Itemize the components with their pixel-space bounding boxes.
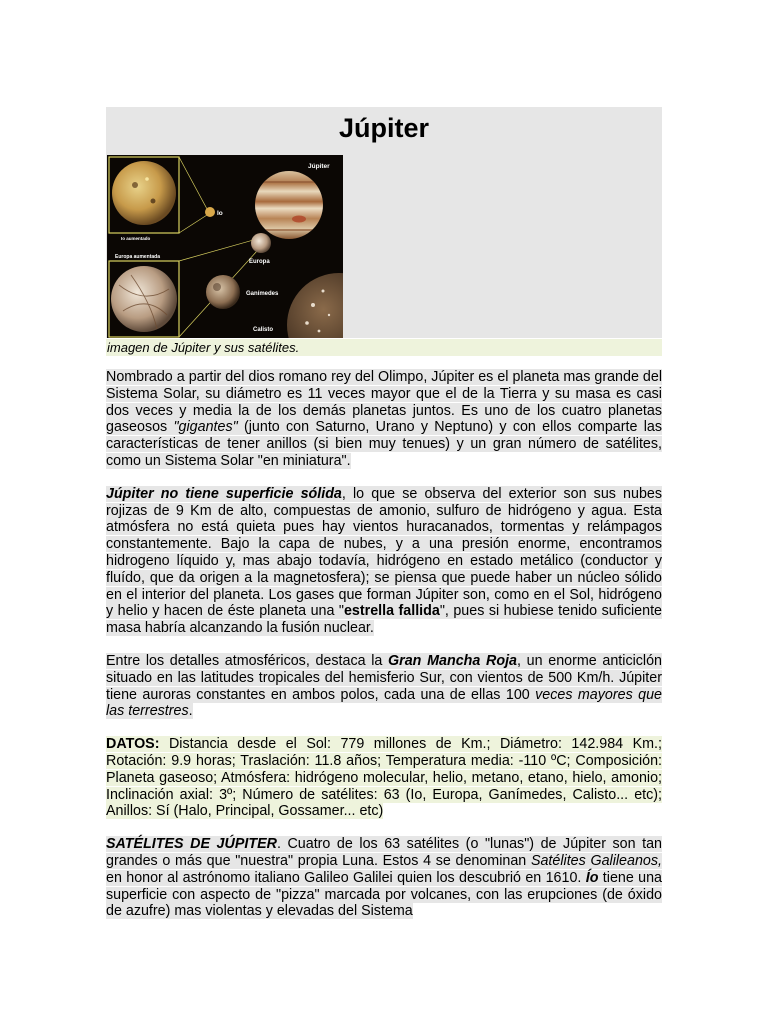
paragraph-satellites <box>106 836 662 920</box>
p5-text-c: tiene una superficie con aspecto de "pizza" marcada por volcanes, con las erupciones (de óxido de azufre) mas violentas y elevadas del Sistema <box>106 869 662 920</box>
p3-text-a: Entre los detalles atmosféricos, destaca la <box>106 652 389 669</box>
label-calisto: Calisto <box>253 327 274 333</box>
label-europa-aumentada: Europa aumentada <box>115 254 161 260</box>
p1-emphasis: "gigantes" <box>173 419 238 436</box>
p5-emphasis: Satélites Galileanos, <box>530 852 662 869</box>
p1-text-b: (junto con Saturno, Urano y Neptuno) y con ellos comparte las características de tener anillos (si bien muy tenues) y un gran número de satélites, como un Sistema Solar "en miniatura". <box>106 419 662 469</box>
p5-io: Ío <box>585 869 599 886</box>
p3-emphasis: veces mayores que las terrestres <box>106 686 662 720</box>
image-row <box>106 155 662 338</box>
label-europa: Europa <box>249 259 270 265</box>
p2-text-a: , lo que se observa del exterior son sus nubes rojizas de 9 Km de alto, compuestas de amonio, sulfuro de hidrógeno y agua. Esta atmósfera no está quieta pues hay vientos huracanados, tormentas y relámpagos constantemente. Bajo la capa de nubes, y a una presión enorme, encontramos hidrogeno líquido y, mas abajo todavía, hidrógeno en estado metálico (conductor y fluído, que da origen a la magnetosfera); se piensa que puede haber un núcleo sólido en el interior del planeta. Los gases que forman Júpiter son, como en el Sol, hidrógeno y helio y hacen de éste planeta una " <box>106 485 662 620</box>
datos-text: Distancia desde el Sol: 779 millones de Km.; Diámetro: 142.984 Km.; Rotación: 9.9 horas; Traslación: 11.8 años; Temperatura media: -110 ºC; Composición: Planeta gaseoso; Atmósfera: hidrógeno molecular, helio, metano, etano, hielo, amonio; Inclinación axial: 3º; Número de satélites: 63 (Io, Europa, Ganímedes, Calisto... etc); Anillos: Sí (Halo, Principal, Gossamer... etc) <box>106 736 662 820</box>
p2-strong: estrella fallida <box>343 603 440 620</box>
p3-text-c: . <box>188 703 193 720</box>
page-title: Júpiter <box>338 113 430 143</box>
p3-strong: Gran Mancha Roja <box>388 652 517 669</box>
p1-text-a: Nombrado a partir del dios romano rey del Olimpo, Júpiter es el planeta mas grande del Sistema Solar, su diámetro es 11 veces mayor que el de la Tierra y su masa es casi dos veces y media la de los demás planetas juntos. Es uno de los cuatro planetas gaseosos <box>106 369 662 436</box>
paragraph-surface <box>106 486 662 637</box>
label-ganimedes: Ganímedes <box>246 291 279 297</box>
jupiter-satellites-image <box>107 155 343 338</box>
document-page <box>106 107 662 920</box>
p5-text-a: . Cuatro de los 63 satélites (o "lunas") de Júpiter son tan grandes o más que "nuestra" propia Luna. Estos 4 se denominan <box>106 836 662 869</box>
title-block <box>106 107 662 155</box>
image-caption: imagen de Júpiter y sus satélites. <box>106 339 662 356</box>
p2-text-b: ", pues si hubiese tenido suficiente masa habría alcanzando la fusión nuclear. <box>106 603 663 637</box>
label-jupiter: Júpiter <box>308 163 330 170</box>
p3-text-b: , un enorme anticiclón situado en las latitudes tropicales del hemisferio Sur, con vientos de 500 Km/h. Júpiter tiene auroras constantes en ambos polos, cada una de ellas 100 <box>106 652 663 703</box>
satellites-label: SATÉLITES DE JÚPITER <box>106 836 277 853</box>
p2-lead: Júpiter no tiene superficie sólida <box>106 485 342 502</box>
paragraph-intro <box>106 369 662 470</box>
p5-text-b: en honor al astrónomo italiano Galileo Galilei quien los descubrió en 1610. <box>106 869 586 886</box>
datos-label: DATOS: <box>106 736 160 753</box>
paragraph-atmosphere <box>106 653 662 720</box>
paragraph-datos <box>106 736 662 820</box>
label-io-aumentado: Io aumentado <box>121 236 151 241</box>
label-io: Io <box>217 210 223 217</box>
